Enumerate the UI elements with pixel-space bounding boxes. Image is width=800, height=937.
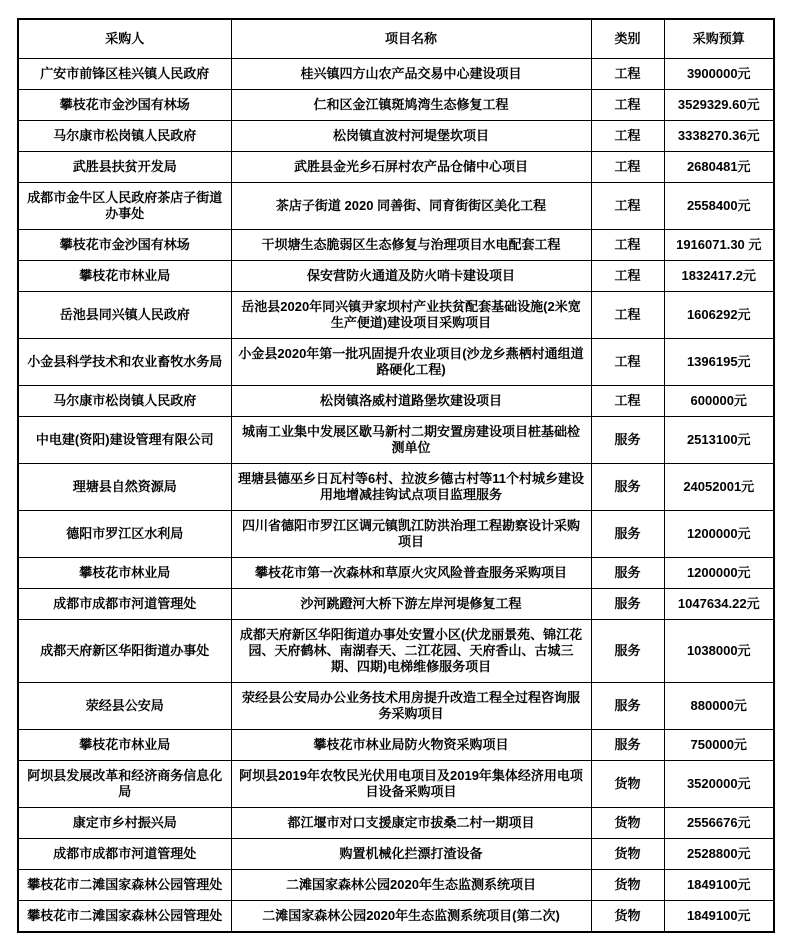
budget-cell: 24052001元 [664,464,774,511]
budget-cell: 2556676元 [664,808,774,839]
purchaser-cell: 成都市成都市河道管理处 [18,839,231,870]
category-cell: 服务 [591,558,664,589]
category-cell: 工程 [591,230,664,261]
table-row [18,183,774,230]
table-row [18,59,774,90]
budget-cell: 1832417.2元 [664,261,774,292]
budget-cell: 600000元 [664,386,774,417]
budget-cell: 3520000元 [664,761,774,808]
purchaser-cell: 攀枝花市林业局 [18,730,231,761]
table-row [18,121,774,152]
project-cell: 仁和区金江镇斑鸠湾生态修复工程 [231,90,591,121]
table-row [18,230,774,261]
budget-cell: 2528800元 [664,839,774,870]
budget-cell: 1038000元 [664,620,774,683]
budget-cell: 2513100元 [664,417,774,464]
purchaser-cell: 攀枝花市林业局 [18,261,231,292]
purchaser-cell: 攀枝花市金沙国有林场 [18,230,231,261]
table-row [18,90,774,121]
table-row [18,292,774,339]
purchaser-cell: 理塘县自然资源局 [18,464,231,511]
budget-cell: 3338270.36元 [664,121,774,152]
budget-cell: 1849100元 [664,870,774,901]
project-cell: 武胜县金光乡石屏村农产品仓储中心项目 [231,152,591,183]
project-cell: 成都天府新区华阳街道办事处安置小区(伏龙丽景苑、锦江花园、天府鹤林、南湖春天、二江花园、天府香山、古城三期、四期)电梯维修服务项目 [231,620,591,683]
category-cell: 货物 [591,901,664,933]
budget-cell: 2680481元 [664,152,774,183]
project-cell: 四川省德阳市罗江区调元镇凯江防洪治理工程勘察设计采购项目 [231,511,591,558]
project-cell: 茶店子街道 2020 同善街、同育街街区美化工程 [231,183,591,230]
purchaser-cell: 小金县科学技术和农业畜牧水务局 [18,339,231,386]
table-row [18,761,774,808]
table-header-row [18,19,774,59]
budget-cell: 750000元 [664,730,774,761]
category-cell: 工程 [591,183,664,230]
category-cell: 工程 [591,152,664,183]
purchaser-cell: 成都天府新区华阳街道办事处 [18,620,231,683]
purchaser-cell: 攀枝花市二滩国家森林公园管理处 [18,870,231,901]
category-cell: 工程 [591,339,664,386]
table-row [18,339,774,386]
procurement-table [17,18,775,933]
project-cell: 沙河跳蹬河大桥下游左岸河堤修复工程 [231,589,591,620]
table-row [18,901,774,933]
header-purchaser: 采购人 [18,19,231,59]
project-cell: 二滩国家森林公园2020年生态监测系统项目 [231,870,591,901]
table-row [18,839,774,870]
purchaser-cell: 成都市金牛区人民政府茶店子街道办事处 [18,183,231,230]
table-row [18,870,774,901]
project-cell: 理塘县德巫乡日瓦村等6村、拉波乡德古村等11个村城乡建设用地增减挂钩试点项目监理服务 [231,464,591,511]
purchaser-cell: 德阳市罗江区水利局 [18,511,231,558]
budget-cell: 3900000元 [664,59,774,90]
project-cell: 干坝塘生态脆弱区生态修复与治理项目水电配套工程 [231,230,591,261]
purchaser-cell: 攀枝花市二滩国家森林公园管理处 [18,901,231,933]
project-cell: 松岗镇直波村河堤堡坎项目 [231,121,591,152]
table-row [18,808,774,839]
budget-cell: 1200000元 [664,558,774,589]
purchaser-cell: 广安市前锋区桂兴镇人民政府 [18,59,231,90]
table-row [18,417,774,464]
budget-cell: 1047634.22元 [664,589,774,620]
budget-cell: 1849100元 [664,901,774,933]
purchaser-cell: 马尔康市松岗镇人民政府 [18,121,231,152]
project-cell: 桂兴镇四方山农产品交易中心建设项目 [231,59,591,90]
category-cell: 货物 [591,761,664,808]
project-cell: 购置机械化拦漂打渣设备 [231,839,591,870]
purchaser-cell: 中电建(资阳)建设管理有限公司 [18,417,231,464]
budget-cell: 2558400元 [664,183,774,230]
project-cell: 二滩国家森林公园2020年生态监测系统项目(第二次) [231,901,591,933]
project-cell: 荥经县公安局办公业务技术用房提升改造工程全过程咨询服务采购项目 [231,683,591,730]
category-cell: 服务 [591,417,664,464]
project-cell: 阿坝县2019年农牧民光伏用电项目及2019年集体经济用电项目设备采购项目 [231,761,591,808]
purchaser-cell: 攀枝花市金沙国有林场 [18,90,231,121]
category-cell: 货物 [591,870,664,901]
purchaser-cell: 康定市乡村振兴局 [18,808,231,839]
table-row [18,683,774,730]
table-row [18,511,774,558]
header-category: 类别 [591,19,664,59]
category-cell: 工程 [591,121,664,152]
table-row [18,261,774,292]
category-cell: 服务 [591,730,664,761]
purchaser-cell: 马尔康市松岗镇人民政府 [18,386,231,417]
table-row [18,558,774,589]
budget-cell: 1200000元 [664,511,774,558]
project-cell: 小金县2020年第一批巩固提升农业项目(沙龙乡燕栖村通组道路硬化工程) [231,339,591,386]
category-cell: 工程 [591,261,664,292]
category-cell: 服务 [591,683,664,730]
project-cell: 岳池县2020年同兴镇尹家坝村产业扶贫配套基础设施(2米宽生产便道)建设项目采购项目 [231,292,591,339]
project-cell: 保安营防火通道及防火哨卡建设项目 [231,261,591,292]
purchaser-cell: 荥经县公安局 [18,683,231,730]
project-cell: 松岗镇洛威村道路堡坎建设项目 [231,386,591,417]
purchaser-cell: 武胜县扶贫开发局 [18,152,231,183]
purchaser-cell: 阿坝县发展改革和经济商务信息化局 [18,761,231,808]
budget-cell: 1606292元 [664,292,774,339]
project-cell: 都江堰市对口支援康定市拔桑二村一期项目 [231,808,591,839]
category-cell: 工程 [591,292,664,339]
category-cell: 货物 [591,808,664,839]
project-cell: 攀枝花市第一次森林和草原火灾风险普查服务采购项目 [231,558,591,589]
budget-cell: 3529329.60元 [664,90,774,121]
purchaser-cell: 成都市成都市河道管理处 [18,589,231,620]
category-cell: 工程 [591,386,664,417]
budget-cell: 880000元 [664,683,774,730]
category-cell: 货物 [591,839,664,870]
budget-cell: 1916071.30 元 [664,230,774,261]
category-cell: 服务 [591,620,664,683]
category-cell: 工程 [591,59,664,90]
table-row [18,589,774,620]
category-cell: 服务 [591,589,664,620]
table-row [18,464,774,511]
header-project-name: 项目名称 [231,19,591,59]
table-row [18,386,774,417]
project-cell: 城南工业集中发展区歇马新村二期安置房建设项目桩基础检测单位 [231,417,591,464]
header-budget: 采购预算 [664,19,774,59]
project-cell: 攀枝花市林业局防火物资采购项目 [231,730,591,761]
table-row [18,152,774,183]
purchaser-cell: 攀枝花市林业局 [18,558,231,589]
category-cell: 工程 [591,90,664,121]
table-row [18,620,774,683]
category-cell: 服务 [591,464,664,511]
table-row [18,730,774,761]
table-body [18,59,774,933]
budget-cell: 1396195元 [664,339,774,386]
purchaser-cell: 岳池县同兴镇人民政府 [18,292,231,339]
category-cell: 服务 [591,511,664,558]
